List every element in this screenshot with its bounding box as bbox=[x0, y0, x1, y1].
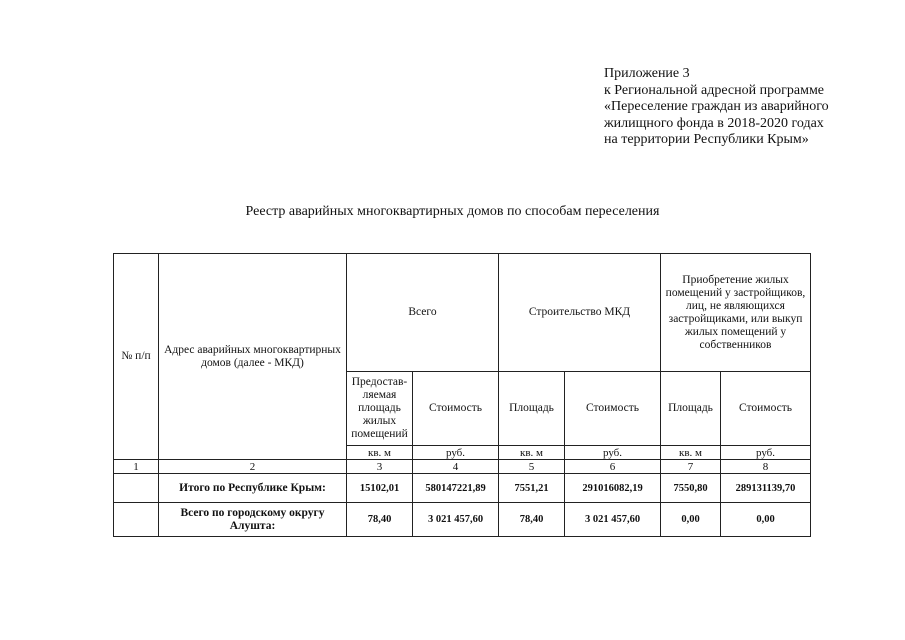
column-number: 5 bbox=[499, 460, 565, 474]
column-number: 2 bbox=[159, 460, 347, 474]
header-address: Адрес аварийных многоквартирных домов (далее - МКД) bbox=[159, 254, 347, 460]
column-number-row bbox=[114, 460, 811, 474]
header-constr-area: Площадь bbox=[499, 372, 565, 446]
header-number: № п/п bbox=[114, 254, 159, 460]
appendix-line: к Региональной адресной программе bbox=[604, 82, 825, 98]
unit-cell: руб. bbox=[413, 446, 499, 460]
column-number: 6 bbox=[565, 460, 661, 474]
unit-cell: руб. bbox=[565, 446, 661, 460]
row-number bbox=[114, 474, 159, 503]
row-purch-cost: 289131139,70 bbox=[721, 474, 811, 503]
header-constr-cost: Стоимость bbox=[565, 372, 661, 446]
unit-cell: кв. м bbox=[661, 446, 721, 460]
table-row bbox=[114, 503, 811, 537]
row-constr-cost: 3 021 457,60 bbox=[565, 503, 661, 537]
appendix-header bbox=[604, 66, 894, 149]
row-purch-area: 7550,80 bbox=[661, 474, 721, 503]
registry-table bbox=[113, 253, 811, 537]
row-total-area: 15102,01 bbox=[347, 474, 413, 503]
header-row-groups bbox=[114, 254, 811, 372]
column-number: 3 bbox=[347, 460, 413, 474]
appendix-line: Приложение 3 bbox=[604, 66, 690, 81]
row-purch-cost: 0,00 bbox=[721, 503, 811, 537]
row-address: Итого по Республике Крым: bbox=[159, 474, 347, 503]
row-total-cost: 580147221,89 bbox=[413, 474, 499, 503]
row-number bbox=[114, 503, 159, 537]
header-provided-area: Предостав-ляемая площадь жилых помещений bbox=[347, 372, 413, 446]
row-total-area: 78,40 bbox=[347, 503, 413, 537]
header-purchase: Приобретение жилых помещений у застройщиков, лиц, не являющихся застройщиками, или выкуп жилых помещений у собственников bbox=[661, 254, 811, 372]
header-construction: Строительство МКД bbox=[499, 254, 661, 372]
unit-cell: кв. м bbox=[499, 446, 565, 460]
appendix-line: «Переселение граждан из аварийного bbox=[604, 99, 829, 114]
header-purch-cost: Стоимость bbox=[721, 372, 811, 446]
appendix-line: жилищного фонда в 2018-2020 годах bbox=[604, 115, 824, 131]
unit-cell: руб. bbox=[721, 446, 811, 460]
appendix-line: на территории Республики Крым» bbox=[604, 132, 809, 147]
column-number: 4 bbox=[413, 460, 499, 474]
column-number: 8 bbox=[721, 460, 811, 474]
row-total-cost: 3 021 457,60 bbox=[413, 503, 499, 537]
header-total: Всего bbox=[347, 254, 499, 372]
header-total-cost: Стоимость bbox=[413, 372, 499, 446]
row-address: Всего по городскому округу Алушта: bbox=[159, 503, 347, 537]
row-constr-area: 7551,21 bbox=[499, 474, 565, 503]
header-purch-area: Площадь bbox=[661, 372, 721, 446]
document-title: Реестр аварийных многоквартирных домов по способам переселения bbox=[245, 204, 660, 219]
row-purch-area: 0,00 bbox=[661, 503, 721, 537]
column-number: 1 bbox=[114, 460, 159, 474]
table-row bbox=[114, 474, 811, 503]
column-number: 7 bbox=[661, 460, 721, 474]
unit-cell: кв. м bbox=[347, 446, 413, 460]
row-constr-cost: 291016082,19 bbox=[565, 474, 661, 503]
row-constr-area: 78,40 bbox=[499, 503, 565, 537]
